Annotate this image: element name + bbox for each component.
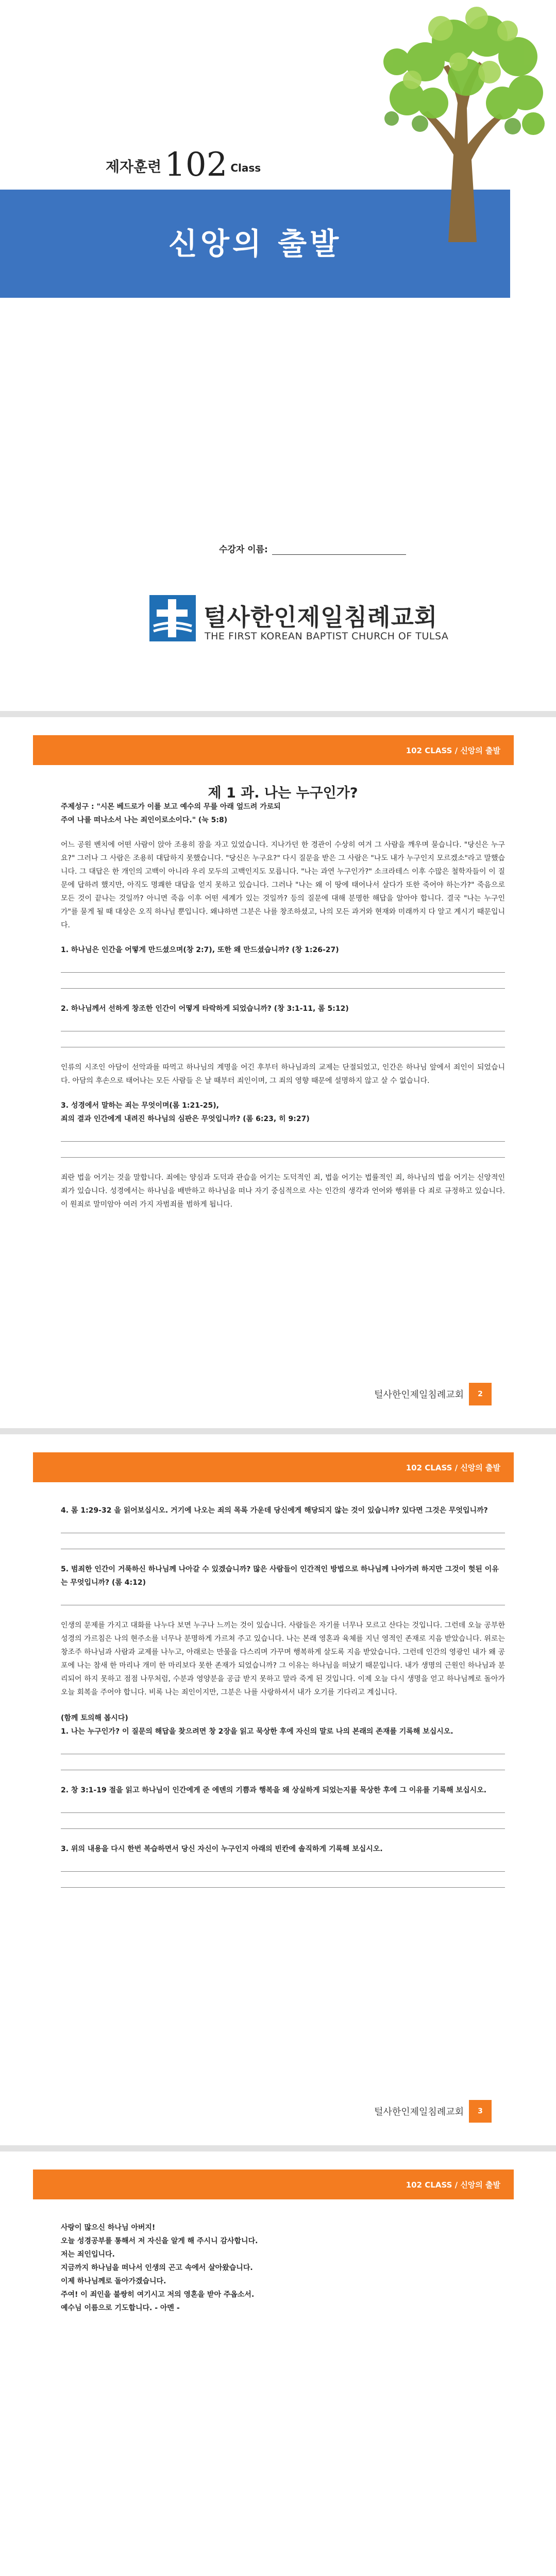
prayer-line: 이제 하나님께로 돌아가겠습니다. [61, 2277, 166, 2285]
tree-illustration [376, 0, 546, 242]
answer-line[interactable] [61, 1533, 505, 1549]
page-header-bar [33, 2170, 514, 2199]
answer-line[interactable] [61, 1517, 505, 1533]
cover-page [0, 0, 556, 711]
page-2-content [61, 787, 505, 1211]
question-5: 5. 범죄한 인간이 거룩하신 하나님께 나아갈 수 있겠습니까? 많은 사람들이 인간적인 방법으로 하나님께 나아가려 하지만 그것이 헛된 이유는 무엇입니까? (롬 4:12) [61, 1565, 499, 1587]
page-3-content [61, 1504, 505, 1901]
church-name-english: THE FIRST KOREAN BAPTIST CHURCH OF TULSA [205, 631, 449, 642]
closing-paragraph: 죄란 법을 어기는 것을 말합니다. 죄에는 양심과 도덕과 관습을 어기는 도덕적인 죄, 법을 어기는 법률적인 죄, 하나님의 법을 어기는 신앙적인 죄가 있습니다. 성경에서는 하나님을 배반하고 하나님을 떠나 자기 중심적으로 사는 인간의 생각과 언어와 행위를 다 죄로 규정하고 있습니다. 이 원죄로 말미암아 여러 가지 자범죄를 범하게 됩니다. [61, 1174, 505, 1209]
question-2: 2. 하나님께서 선하게 창조한 인간이 어떻게 타락하게 되었습니까? (창 3:1-11, 롬 5:12) [61, 1005, 349, 1013]
header-label: 102 CLASS / 신앙의 출발 [406, 2180, 500, 2190]
answer-line[interactable] [61, 1031, 505, 1047]
prayer-line: 예수님 이름으로 기도합니다. - 아멘 - [61, 2304, 180, 2312]
prayer-line: 지금까지 하나님을 떠나서 인생의 곤고 속에서 살아왔습니다. [61, 2264, 253, 2272]
intro-paragraph: 어느 공원 벤치에 어떤 사람이 앉아 조용히 잠을 자고 있었습니다. 지나가던 한 경관이 수상히 여겨 그 사람을 깨우며 묻습니다. "당신은 누구요?" 그러나 그 사람은 조용히 대답하지 못했습니다. "당신은 누구요?" 다시 질문을 받은 그 사람은 "나도 내가 누구인지 모르겠소"라고 말했습니다. 그 대답은 한 개인의 고백이 아니라 우리 모두의 고백인지도 모릅니다. "나는 과연 누구인가?" 소크라테스 이후 수많은 철학자들이 이 질문에 답하려 했지만, 아직도 명쾌한 대답을 얻지 못하고 있습니다. 그러나 "나는 왜 이 땅에 태어나서 살다가 또한 죽어야 하는가?" 죽음으로 모든 것이 끝나는 것일까? 아니면 죽음 이후 어떤 세계가 있는 것일까? 등의 질문에 대해 분명한 해답을 알아야 합니다. 결국 "나는 누구인가"를 묻게 될 때 대상은 오직 하나님 뿐입니다. 왜냐하면 그분은 나를 창조하셨고, 나의 모든 과거와 현재와 미래까지 다 알고 계시기 때문입니다. [61, 841, 505, 929]
page-footer [374, 2100, 492, 2123]
page-number: 2 [469, 1383, 492, 1405]
footer-church-name: 털사한인제일침례교회 [374, 1389, 464, 1400]
program-heading [106, 142, 261, 184]
program-label: 제자훈련 [106, 158, 162, 175]
program-class: Class [230, 162, 261, 174]
cover-title: 신앙의 출발 [168, 226, 342, 261]
answer-line[interactable] [61, 1142, 505, 1158]
answer-line[interactable] [61, 957, 505, 973]
prayer-line: 오늘 성경공부를 통해서 저 자신을 알게 해 주시니 감사합니다. [61, 2237, 258, 2245]
middle-paragraph: 인류의 시조인 아담이 선악과를 따먹고 하나님의 계명을 어긴 후부터 하나님과의 교제는 단절되었고, 인간은 하나님 앞에서 죄인이 되었습니다. 아담의 후손으로 태어나는 모든 사람들 은 날 때부터 죄인이며, 그 죄의 영향 때문에 설명하지 않고 살 수 없습니다. [61, 1063, 505, 1085]
prayer-section [61, 2221, 505, 2315]
discussion-question-2: 2. 창 3:1-19 절을 읽고 하나님이 인간에게 준 에덴의 기쁨과 행복을 왜 상실하게 되었는지를 묵상한 후에 그 이유를 기록해 보십시오. [61, 1786, 487, 1794]
lesson-page-3 [0, 1434, 556, 2145]
prayer-line: 주여! 이 죄인을 불쌍히 여기시고 저의 영혼을 받아 주옵소서. [61, 2291, 255, 2299]
discussion-title: (함께 토의해 봅시다) [61, 1714, 128, 1722]
header-label: 102 CLASS / 신앙의 출발 [406, 746, 500, 755]
answer-line[interactable] [61, 1872, 505, 1888]
footer-church-name: 털사한인제일침례교회 [374, 2107, 464, 2117]
answer-line[interactable] [61, 1856, 505, 1872]
answer-line[interactable] [61, 1126, 505, 1142]
page-number: 3 [469, 2100, 492, 2123]
prayer-line: 저는 죄인입니다. [61, 2250, 115, 2259]
answer-line[interactable] [61, 1813, 505, 1829]
answer-line[interactable] [61, 1015, 505, 1031]
trainee-label: 수강자 이름: [219, 545, 268, 555]
trainee-name-line [272, 545, 406, 555]
header-label: 102 CLASS / 신앙의 출발 [406, 1463, 500, 1472]
trainee-name-field [219, 542, 406, 555]
lesson-title: 제 1 과. 나는 누구인가? [208, 785, 358, 801]
prayer-line: 사랑이 많으신 하나님 아버지! [61, 2224, 156, 2232]
answer-line[interactable] [61, 1754, 505, 1770]
discussion-question-1: 1. 나는 누구인가? 이 질문의 해답을 찾으려면 창 2장을 읽고 묵상한 후에 자신의 말로 나의 본래의 존재를 기록해 보십시오. [61, 1727, 453, 1736]
page-footer [374, 1383, 492, 1405]
answer-line[interactable] [61, 1589, 505, 1605]
body-paragraph: 인생의 문제를 가지고 대화를 나누다 보면 누구나 느끼는 것이 있습니다. 사람들은 자기를 너무나 모르고 산다는 것입니다. 그런데 오늘 공부한 성경의 가르침은 나의 현주소를 너무나 분명하게 가르쳐 주고 있습니다. 나는 본래 영혼과 육체를 지닌 영적인 존재로 지음 받았습니다. 위로는 창조주 하나님과 사람과 교제를 나누고, 아래로는 만물을 다스리며 가꾸며 행복하게 살도록 지음 받았습니다. 그런데 인간의 영광인 내가 왜 공포에 나는 참새 한 마리나 개미 한 마리보다 못한 존재가 되었습니까? 그 이유는 하나님을 떠났기 때문입니다. 내가 생명의 근원인 하나님과 분리되어 하지 못하고 점점 나무처럼, 수분과 영양분을 공급 받지 못하고 말라 죽게 된 것입니다. 이제 오늘 다시 생명을 얻고 하나님께로 돌아가 오늘 회복을 주어야 합니다. 비록 나는 죄인이지만, 그분은 나를 사랑하셔서 내가 오기를 기다리고 계십니다. [61, 1621, 505, 1697]
answer-line[interactable] [61, 973, 505, 989]
program-number: 102 [164, 146, 228, 184]
page-header-bar [33, 735, 514, 765]
church-cross-logo-icon [149, 595, 196, 641]
lesson-page-4 [0, 2151, 556, 2576]
discussion-question-3: 3. 위의 내용을 다시 한번 복습하면서 당신 자신이 누구인지 아래의 빈칸에 솔직하게 기록해 보십시오. [61, 1845, 383, 1853]
theme-verse: 주여 나를 떠나소서 나는 죄인이로소이다." (눅 5:8) [61, 816, 228, 824]
question-3: 3. 성경에서 말하는 죄는 무엇이며(롬 1:21-25), [61, 1101, 219, 1110]
lesson-page-2 [0, 717, 556, 1428]
theme-verse-label: 주제성구 : "시몬 베드로가 이를 보고 예수의 무릎 아래 엎드려 가로되 [61, 803, 281, 811]
page-header-bar [33, 1452, 514, 1482]
question-4: 4. 롬 1:29-32 을 읽어보십시오. 거기에 나오는 죄의 목록 가운데 당신에게 해당되지 않는 것이 있습니까? 있다면 그것은 무엇입니까? [61, 1506, 488, 1515]
church-name-korean: 털사한인제일침례교회 [204, 603, 438, 631]
question-3-part-2: 죄의 결과 인간에게 내려진 하나님의 심판은 무엇입니까? (롬 6:23, 히 9:27) [61, 1115, 310, 1123]
question-1: 1. 하나님은 인간을 어떻게 만드셨으며(창 2:7), 또한 왜 만드셨습니까? (창 1:26-27) [61, 946, 339, 954]
answer-line[interactable] [61, 1797, 505, 1813]
answer-line[interactable] [61, 1738, 505, 1754]
